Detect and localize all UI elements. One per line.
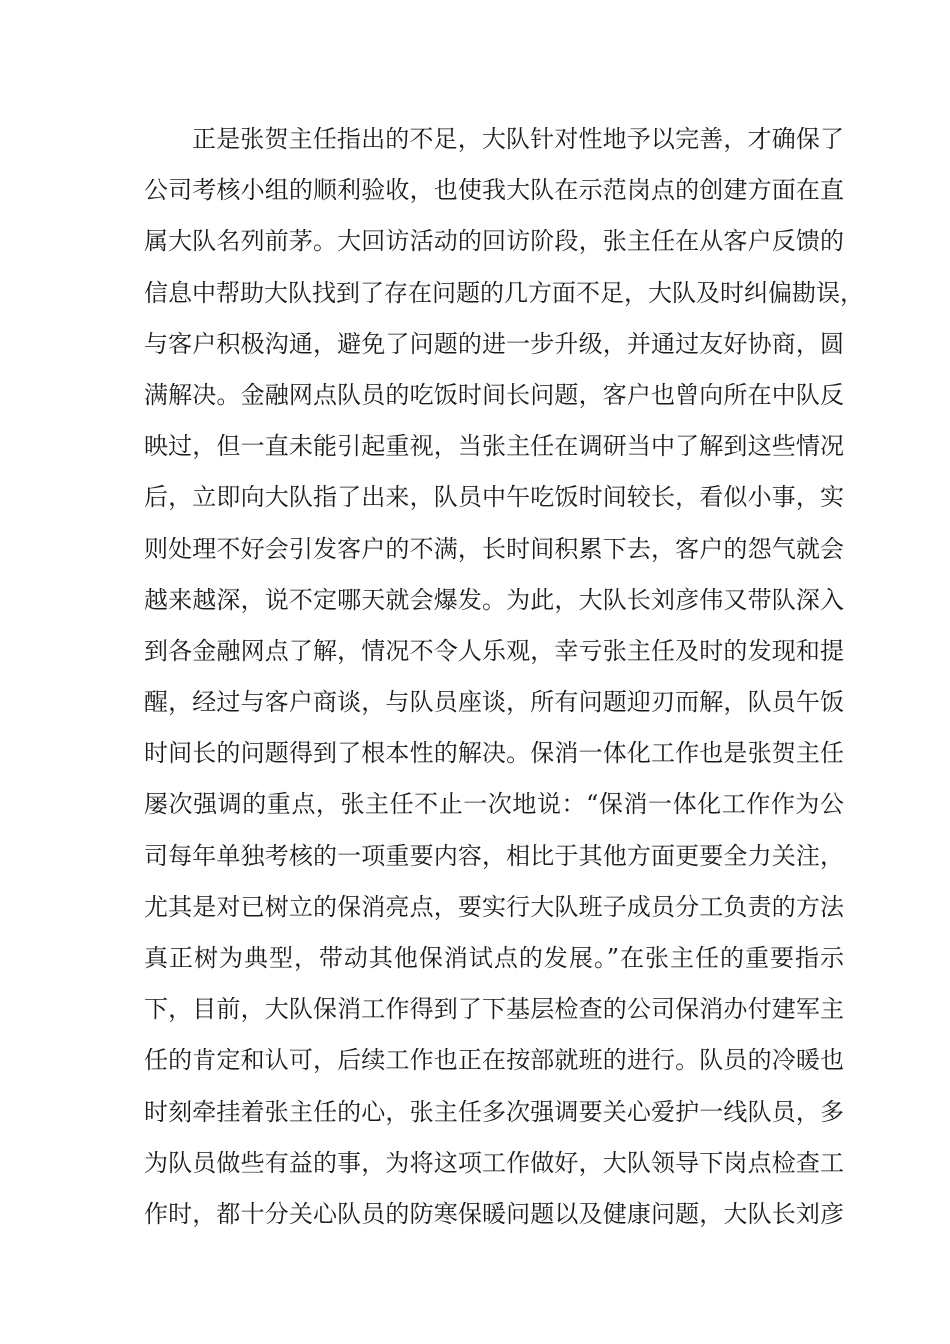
text-line: 作时，都十分关心队员的防寒保暖问题以及健康问题，大队长刘彦 [144, 1199, 844, 1228]
text-line: 越来越深，说不定哪天就会爆发。为此，大队长刘彦伟又带队深入 [144, 585, 844, 614]
text-line: 为队员做些有益的事，为将这项工作做好，大队领导下岗点检查工 [144, 1148, 844, 1177]
text-line: 时间长的问题得到了根本性的解决。保消一体化工作也是张贺主任 [144, 739, 844, 768]
text-line: 则处理不好会引发客户的不满，长时间积累下去，客户的怨气就会 [144, 534, 844, 563]
text-line: 公司考核小组的顺利验收，也使我大队在示范岗点的创建方面在直 [144, 176, 844, 205]
text-line: 司每年单独考核的一项重要内容，相比于其他方面更要全力关注， [144, 841, 844, 870]
text-line: 与客户积极沟通，避免了问题的进一步升级，并通过友好协商，圆 [144, 329, 844, 358]
text-line: 正是张贺主任指出的不足，大队针对性地予以完善，才确保了 [192, 125, 844, 153]
text-line: 映过，但一直未能引起重视，当张主任在调研当中了解到这些情况 [144, 432, 844, 461]
text-line: 真正树为典型，带动其他保消试点的发展。”在张主任的重要指示 [144, 944, 844, 972]
text-line: 属大队名列前茅。大回访活动的回访阶段，张主任在从客户反馈的 [144, 227, 844, 256]
text-line: 尤其是对已树立的保消亮点，要实行大队班子成员分工负责的方法 [144, 892, 844, 921]
text-line: 任的肯定和认可，后续工作也正在按部就班的进行。队员的冷暖也 [144, 1046, 844, 1075]
text-line: 醒，经过与客户商谈，与队员座谈，所有问题迎刃而解，队员午饭 [144, 688, 844, 717]
text-line: 屡次强调的重点，张主任不止一次地说：“保消一体化工作作为公 [144, 790, 844, 819]
body-paragraph [144, 114, 864, 1240]
text-line: 后，立即向大队指了出来，队员中午吃饭时间较长，看似小事，实 [144, 483, 844, 512]
text-line: 信息中帮助大队找到了存在问题的几方面不足，大队及时纠偏勘误， [144, 278, 864, 307]
text-line: 时刻牵挂着张主任的心，张主任多次强调要关心爱护一线队员，多 [144, 1097, 844, 1126]
text-line: 到各金融网点了解，情况不令人乐观，幸亏张主任及时的发现和提 [144, 636, 844, 665]
text-line: 满解决。金融网点队员的吃饭时间长问题，客户也曾向所在中队反 [144, 380, 844, 409]
text-line: 下，目前，大队保消工作得到了下基层检查的公司保消办付建军主 [144, 995, 844, 1024]
